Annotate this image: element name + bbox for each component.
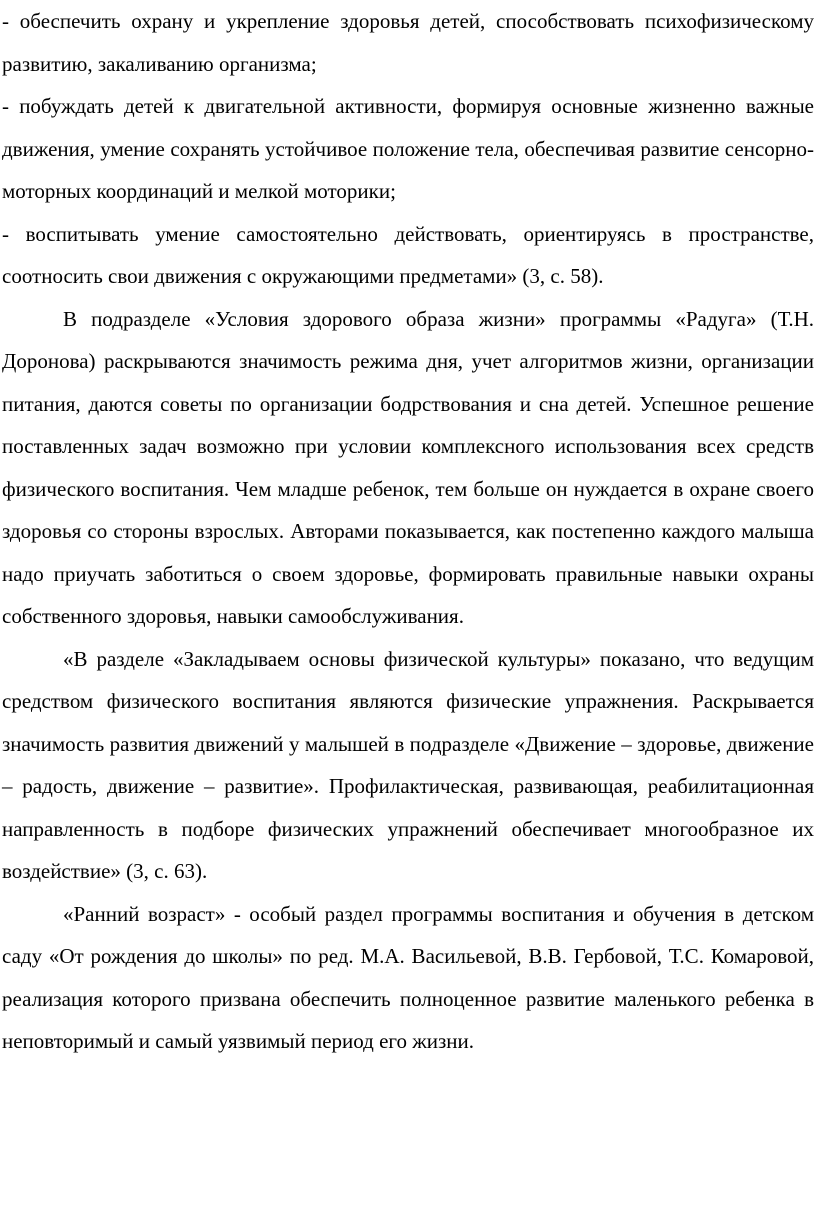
paragraph-early-age: «Ранний возраст» - особый раздел программы воспитания и обучения в детском саду «От рождения до школы» по ред. М.А. Васильевой, В.В. Гербовой, Т.С. Комаровой, реализация которого призвана обеспечить полноценное развитие маленького ребенка в неповторимый и самый уязвимый период его жизни.	[2, 901, 814, 1053]
list-item-motor-activity: - побуждать детей к двигательной активности, формируя основные жизненно важные движения, умение сохранять устойчивое положение тела, обеспечивая развитие сенсорно-моторных координаций и мелкой моторики;	[2, 94, 814, 203]
paragraph-raduga-conditions: В подразделе «Условия здорового образа жизни» программы «Радуга» (Т.Н. Доронова) раскрываются значимость режима дня, учет алгоритмов жизни, организации питания, даются советы по организации бодрствования и сна детей. Успешное решение поставленных задач возможно при условии комплексного использования всех средств физического воспитания. Чем младше ребенок, тем больше он нуждается в охране своего здоровья со стороны взрослых. Авторами показывается, как постепенно каждого малыша надо приучать заботиться о своем здоровье, формировать правильные навыки охраны собственного здоровья, навыки самообслуживания.	[2, 306, 814, 628]
list-item-health: - обеспечить охрану и укрепление здоровья детей, способствовать психофизическому развитию, закаливанию организма;	[2, 9, 814, 76]
paragraph-physical-culture: «В разделе «Закладываем основы физической культуры» показано, что ведущим средством физического воспитания являются физические упражнения. Раскрывается значимость развития движений у малышей в подразделе «Движение – здоровье, движение – радость, движение – развитие». Профилактическая, развивающая, реабилитационная направленность в подборе физических упражнений обеспечивает многообразное их воздействие» (3, с. 63).	[2, 646, 814, 883]
list-item-orientation: - воспитывать умение самостоятельно действовать, ориентируясь в пространстве, соотносить свои движения с окружающими предметами» (3, с. 58).	[2, 221, 814, 288]
